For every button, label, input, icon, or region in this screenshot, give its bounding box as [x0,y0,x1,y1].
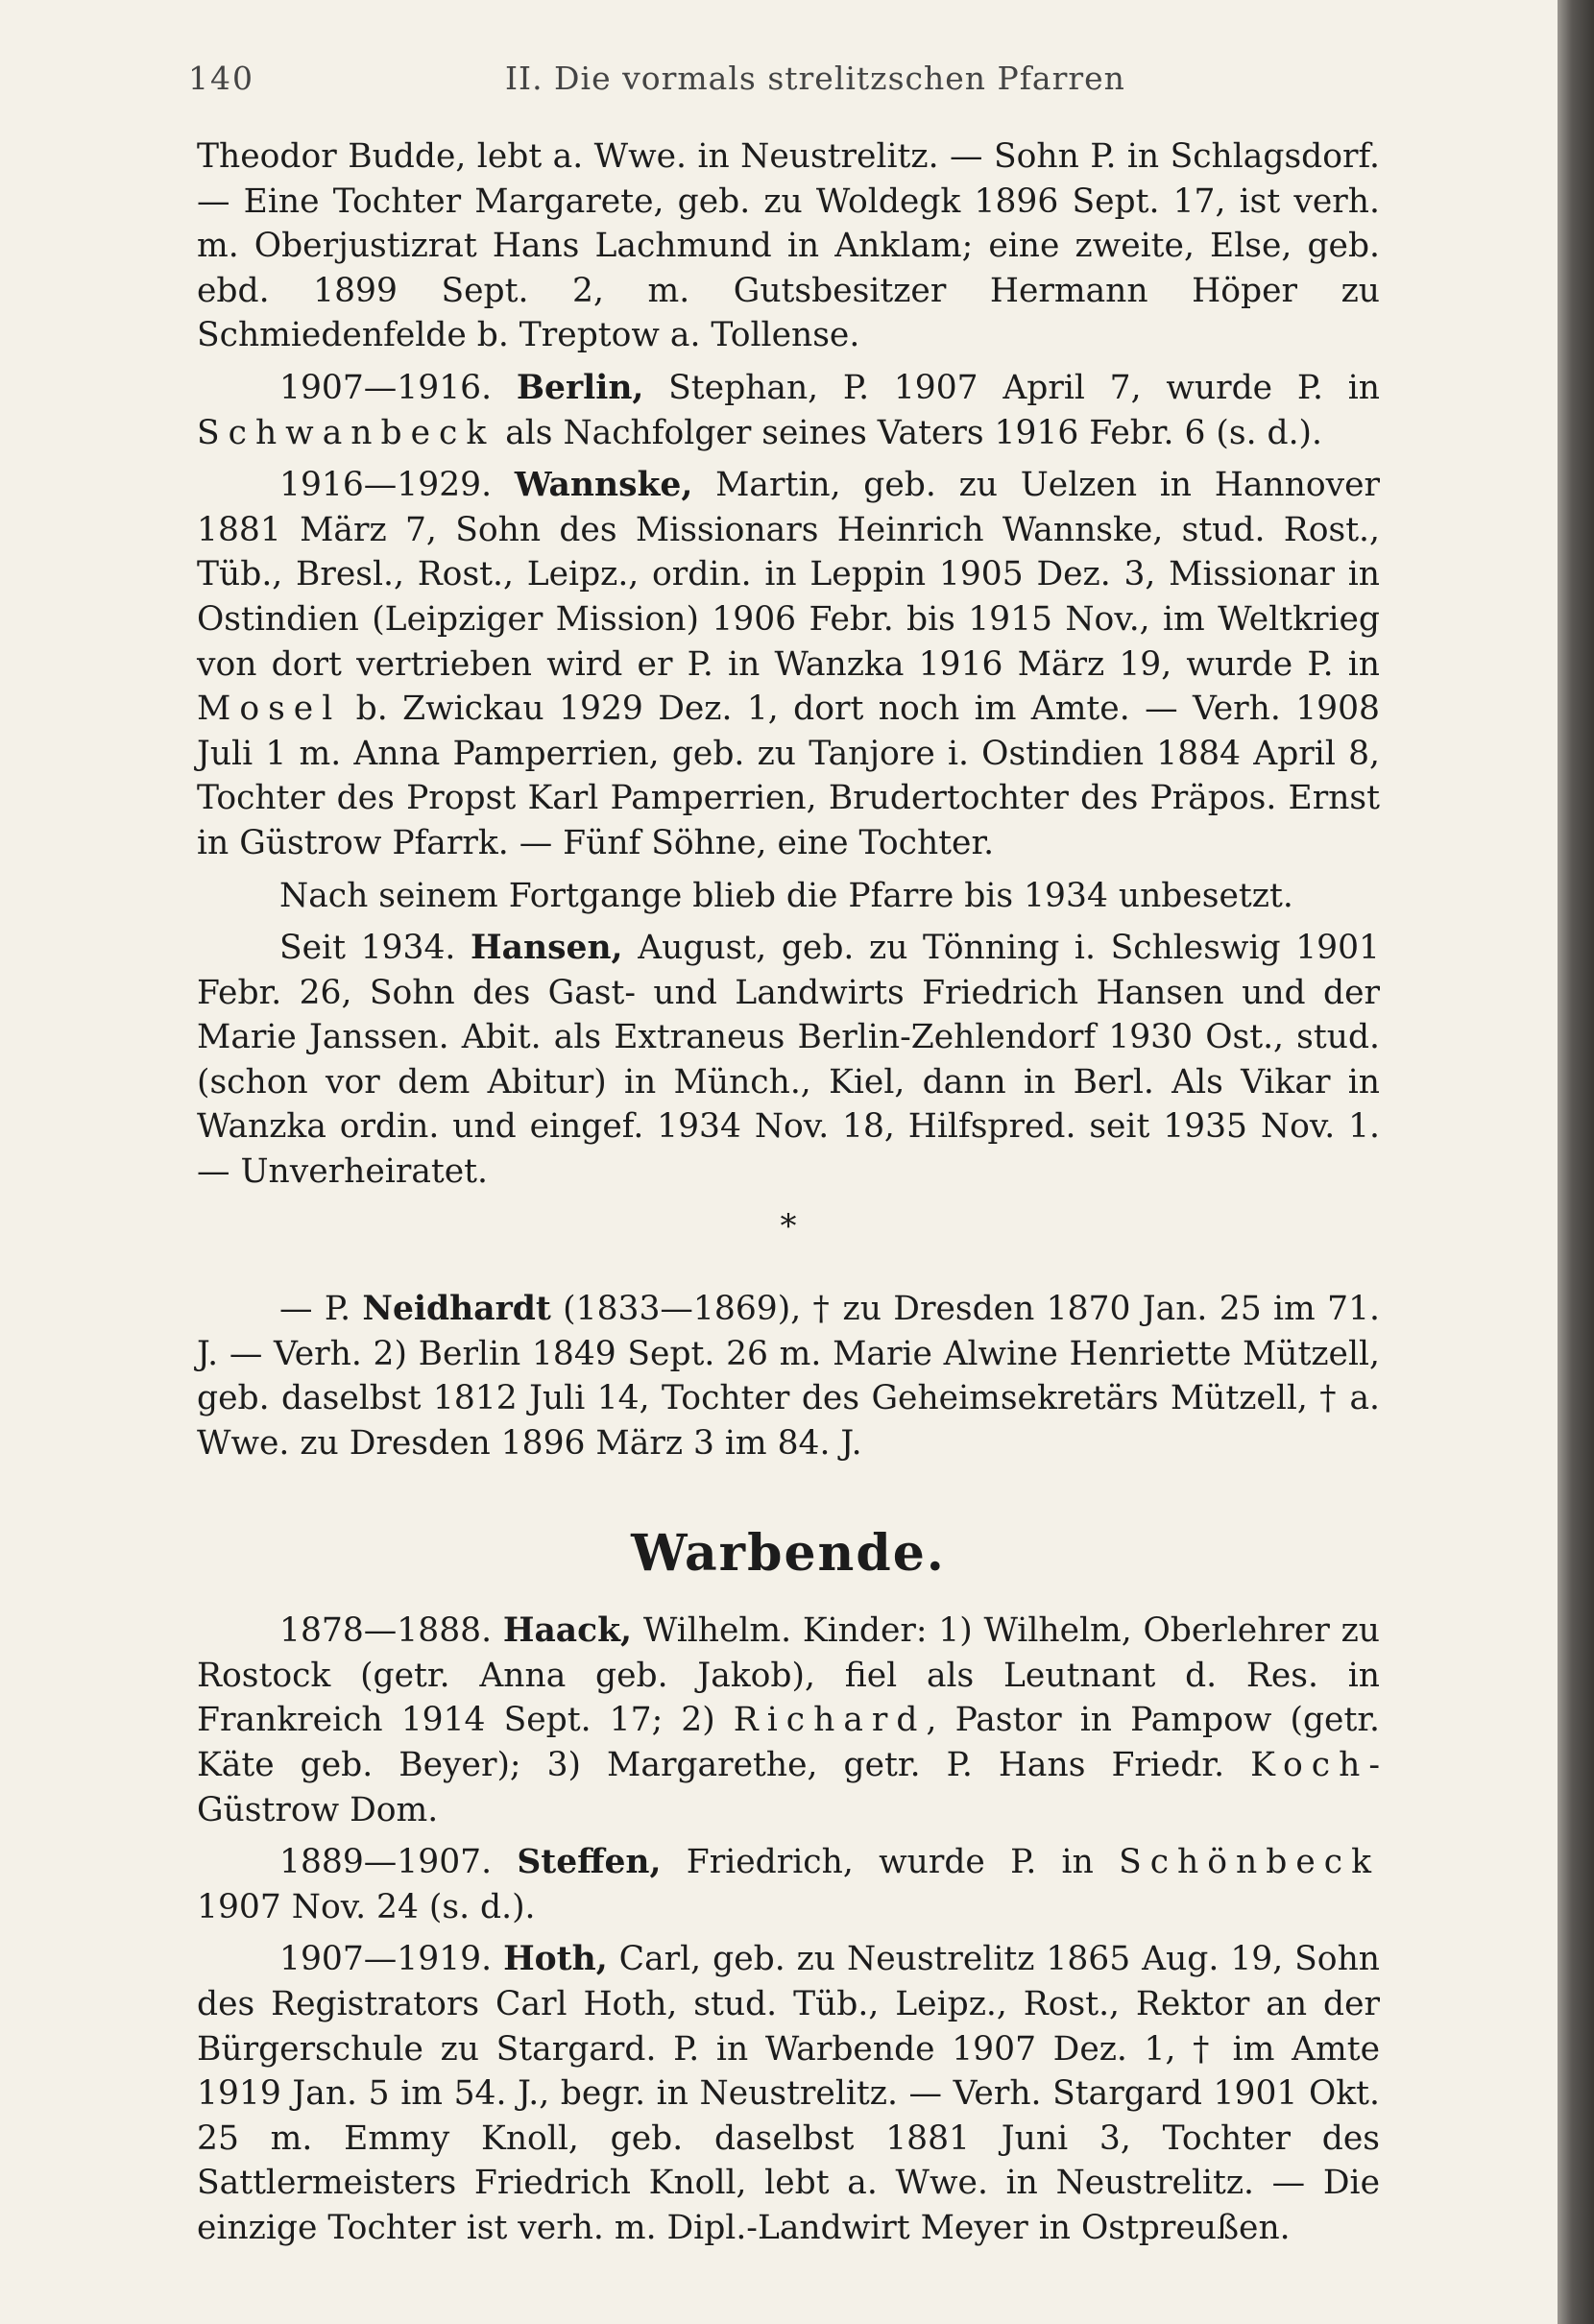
entry-name: Wannske, [514,466,693,505]
section-heading: Warbende. [631,1523,946,1583]
entry-wannske [197,463,1380,865]
place-spaced: Schönbeck [1119,1843,1380,1882]
entry-text: August, geb. zu Tönning i. Schleswig 1901 Febr. 26, Sohn des Gast- und Landwirts Friedrich Hansen und der Marie Janssen. Abit. als Extraneus Berlin-Zehlendorf 1930 Ost., stud. (schon vor dem Abitur) in Münch., Kiel, dann in Berl. Als Vikar in Wanzka ordin. und eingef. 1934 Nov. 18, Hilfspred. seit 1935 Nov. 1. — Unverheiratet. [197,929,1381,1192]
entry-name: Hoth, [503,1940,608,1979]
entry-name: Neidhardt [362,1290,551,1329]
entry-text: Stephan, P. 1907 April 7, wurde P. in [643,368,1381,407]
entry-text: Martin, geb. zu Uelzen in Hannover 1881 März 7, Sohn des Missionars Heinrich Wannske, stud. Rost., Tüb., Bresl., Rost., Leipz., ordin. in Leppin 1905 Dez. 3, Missionar in Ostindien (Leipziger Mission) 1906 Febr. bis 1915 Nov., im Weltkrieg von dort vertrieben wird er P. in Wanzka 1916 März 19, wurde P. in [197,466,1381,684]
entry-hoth [197,1937,1380,2250]
page-number: 140 [188,60,254,97]
entry-text: als Nachfolger seines Vaters 1916 Febr. 6 (s. d.). [495,413,1322,452]
entry-dates: Seit 1934. [279,929,456,968]
entry-text: Carl, geb. zu Neustrelitz 1865 Aug. 19, Sohn des Registrators Carl Hoth, stud. Tüb., Leipz., Rost., Rektor an der Bürgerschule zu Stargard. P. in Warbende 1907 Dez. 1, † im Amte 1919 Jan. 5 im 54. J., begr. in Neustrelitz. — Verh. Stargard 1901 Okt. 25 m. Emmy Knoll, geb. daselbst 1881 Juni 3, Tochter des Sattlermeisters Friedrich Knoll, lebt a. Wwe. in Neustrelitz. — Die einzige Tochter ist verh. m. Dipl.-Landwirt Meyer in Ostpreußen. [197,1940,1381,2247]
entry-name: Hansen, [471,929,623,968]
entry-text: -Güstrow Dom. [197,1746,1380,1829]
book-binding-edge [1558,0,1594,2324]
entry-name: Steffen, [517,1843,662,1882]
entry-dates: 1878—1888. [279,1611,493,1651]
person-spaced: Koch [1250,1746,1369,1784]
entry-text: 1907 Nov. 24 (s. d.). [197,1887,536,1926]
paragraph-budde: Theodor Budde, lebt a. Wwe. in Neustrelitz. — Sohn P. in Schlagsdorf. — Eine Tochter Margarete, geb. zu Woldegk 1896 Sept. 17, ist verh. m. Oberjustizrat Hans Lachmund in Anklam; eine zweite, Else, geb. ebd. 1899 Sept. 2, m. Gutsbesitzer Hermann Höper zu Schmiedenfelde b. Treptow a. Tollense. [197,137,1380,355]
entry-name: Berlin, [516,368,644,407]
entry-text: b. Zwickau 1929 Dez. 1, dort noch im Amte. — Verh. 1908 Juli 1 m. Anna Pamperrien, geb. zu Tanjore i. Ostindien 1884 April 8, Tochter des Propst Karl Pamperrien, Brudertochter des Präpos. Ernst in Güstrow Pfarrk. — Fünf Söhne, eine Tochter. [197,690,1380,862]
entry-berlin [197,366,1380,455]
entry-dates: 1907—1919. [279,1940,493,1979]
person-spaced: Richard [733,1701,927,1740]
entry-dates: 1907—1916. [279,368,493,407]
entry-text: (1833—1869), † zu Dresden 1870 Jan. 25 im 71. J. — Verh. 2) Berlin 1849 Sept. 26 m. Marie Alwine Henriette Mützell, geb. daselbst 1812 Juli 14, Tochter des Geheimsekretärs Mützell, † a. Wwe. zu Dresden 1896 März 3 im 84. J. [197,1290,1380,1464]
entry-text: , Pastor in Pampow (getr. Käte geb. Beyer); 3) Margarethe, getr. P. Hans Friedr. [197,1701,1380,1784]
entry-text: Wilhelm. Kinder: 1) Wilhelm, Oberlehrer zu Rostock (getr. Anna geb. Jakob), fiel als Leutnant d. Res. in Frankreich 1914 Sept. 17; 2) [197,1611,1380,1740]
place-spaced: Schwanbeck [197,413,495,452]
entry-steffen [197,1840,1380,1929]
entry-dates: 1916—1929. [279,466,493,505]
asterisk-separator: * [780,1206,797,1246]
entry-dates: 1889—1907. [279,1843,493,1882]
page-header [188,60,1369,108]
entry-text: — P. [279,1290,363,1329]
entry-neidhardt [197,1287,1380,1465]
running-title: II. Die vormals strelitzschen Pfarren [505,60,1125,97]
entry-haack [197,1609,1380,1832]
entry-hansen [197,926,1380,1195]
paragraph-vacancy: Nach seinem Fortgange blieb die Pfarre bis 1934 unbesetzt. [279,876,1293,915]
body-text [197,134,1380,2259]
place-spaced: Mosel [197,690,342,729]
entry-name: Haack, [502,1611,633,1651]
entry-text: Friedrich, wurde P. in [661,1843,1120,1882]
